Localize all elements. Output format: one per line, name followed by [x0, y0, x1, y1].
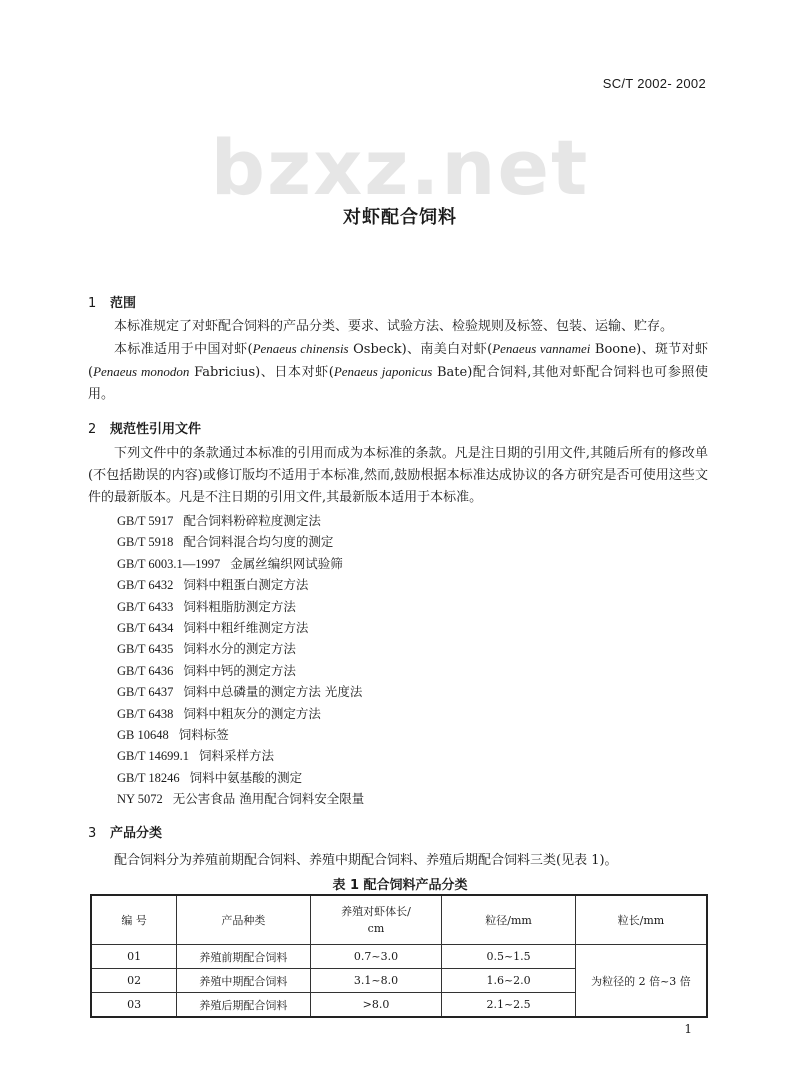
- reference-item: [117, 596, 364, 617]
- product-classification-table: [90, 894, 708, 1018]
- header-diameter: 粒径/mm: [442, 895, 576, 945]
- cell-diameter: 1.6~2.0: [442, 969, 576, 993]
- reference-code: GB/T 5917: [117, 514, 174, 528]
- reference-title: 饲料中总磷量的测定方法 光度法: [183, 684, 363, 700]
- cell-length: >8.0: [310, 993, 442, 1018]
- cell-diameter: 2.1~2.5: [442, 993, 576, 1018]
- reference-item: [117, 553, 364, 574]
- header-length-line1: 养殖对虾体长/: [341, 905, 411, 918]
- header-id: 编 号: [91, 895, 177, 945]
- reference-code: GB/T 6435: [117, 642, 174, 657]
- text-run: Fabricius)、日本对虾(: [189, 365, 334, 380]
- watermark: bzxz.net: [210, 123, 590, 212]
- reference-item: [117, 638, 364, 659]
- species-name: Penaeus vannamei: [492, 341, 591, 356]
- reference-item: [117, 681, 364, 702]
- section-1-heading: [88, 292, 136, 311]
- reference-title: 配合饲料粉碎粒度测定法: [183, 513, 321, 528]
- cell-id: 03: [91, 993, 177, 1018]
- reference-code: GB/T 6436: [117, 663, 174, 678]
- reference-item: [117, 767, 364, 788]
- section-number: 3: [88, 826, 97, 841]
- cell-id: 02: [91, 969, 177, 993]
- reference-title: 饲料中粗纤维测定方法: [183, 619, 309, 635]
- reference-code: NY 5072: [117, 792, 163, 807]
- document-title: 对虾配合饲料: [343, 207, 457, 228]
- section-title: 范围: [110, 296, 137, 311]
- reference-title: 饲料粗脂肪测定方法: [183, 598, 296, 614]
- table-row: [91, 945, 707, 969]
- header-length: [310, 895, 442, 945]
- cell-pellet-length: 为粒径的 2 倍~3 倍: [575, 945, 707, 1018]
- reference-code: GB/T 14699.1: [117, 749, 189, 764]
- classification-paragraph: 配合饲料分为养殖前期配合饲料、养殖中期配合饲料、养殖后期配合饲料三类(见表 1)。: [114, 853, 618, 868]
- reference-item: [117, 617, 364, 638]
- references-intro-paragraph: 下列文件中的条款通过本标准的引用而成为本标准的条款。凡是注日期的引用文件,其随后所有的修改单(不包括勘误的内容)或修订版均不适用于本标准,然而,鼓励根据本标准达成协议的各方研究是否可使用这些文件的最新版本。凡是不注日期的引用文件,其最新版本适用于本标准。: [88, 446, 708, 505]
- reference-item: [117, 510, 364, 531]
- table-header-row: [91, 895, 707, 945]
- section-3-heading: [88, 822, 162, 841]
- scope-paragraph-2: [88, 338, 708, 406]
- reference-code: GB/T 6434: [117, 620, 174, 635]
- reference-title: 饲料标签: [178, 726, 229, 742]
- reference-item: [117, 660, 364, 681]
- cell-diameter: 0.5~1.5: [442, 945, 576, 969]
- reference-item: [117, 788, 364, 809]
- reference-code: GB/T 6433: [117, 599, 174, 614]
- reference-title: 配合饲料混合均匀度的测定: [183, 534, 334, 550]
- reference-code: GB/T 5918: [117, 535, 174, 550]
- species-name: Penaeus chinensis: [252, 341, 349, 356]
- scope-paragraph-1: 本标准规定了对虾配合饲料的产品分类、要求、试验方法、检验规则及标签、包装、运输、贮存。: [114, 319, 674, 334]
- reference-title: 无公害食品 渔用配合饲料安全限量: [172, 791, 365, 807]
- section-number: 2: [88, 422, 97, 437]
- reference-title: 饲料采样方法: [199, 748, 275, 764]
- reference-code: GB/T 6432: [117, 578, 174, 593]
- text-run: Osbeck)、南美白对虾(: [348, 342, 493, 357]
- reference-code: GB/T 6003.1—1997: [117, 556, 221, 571]
- section-number: 1: [88, 296, 97, 311]
- reference-item: [117, 745, 364, 766]
- reference-item: [117, 574, 364, 595]
- text-run: Boone)、斑节对虾(: [88, 342, 708, 380]
- cell-kind: 养殖后期配合饲料: [177, 993, 310, 1018]
- reference-item: [117, 724, 364, 745]
- header-kind: 产品种类: [177, 895, 310, 945]
- table-caption: 表 1 配合饲料产品分类: [332, 878, 468, 893]
- reference-title: 饲料中氨基酸的测定: [189, 769, 303, 785]
- reference-title: 饲料水分的测定方法: [183, 641, 296, 657]
- section-title: 产品分类: [110, 826, 163, 841]
- header-pellet-length: 粒长/mm: [575, 895, 707, 945]
- section-title: 规范性引用文件: [110, 422, 202, 437]
- section-2-heading: [88, 418, 201, 437]
- cell-length: 0.7~3.0: [310, 945, 442, 969]
- species-name: Penaeus monodon: [93, 364, 190, 379]
- page-number: 1: [684, 1022, 692, 1036]
- text-run: Bate)配合饲料,其他对虾配合饲料也可参照使用。: [88, 365, 709, 402]
- cell-kind: 养殖中期配合饲料: [177, 969, 310, 993]
- header-length-unit: cm: [367, 922, 385, 935]
- reference-code: GB/T 6437: [117, 685, 174, 700]
- text-run: 本标准适用于中国对虾(: [114, 342, 253, 357]
- cell-id: 01: [91, 945, 177, 969]
- cell-length: 3.1~8.0: [310, 969, 442, 993]
- reference-code: GB/T 18246: [117, 770, 180, 785]
- reference-code: GB 10648: [117, 727, 169, 742]
- standard-code: SC/T 2002- 2002: [602, 76, 706, 91]
- reference-item: [117, 703, 364, 724]
- cell-kind: 养殖前期配合饲料: [177, 945, 310, 969]
- normative-references-list: [117, 510, 364, 809]
- reference-title: 饲料中钙的测定方法: [183, 662, 296, 678]
- reference-item: [117, 531, 364, 552]
- species-name: Penaeus japonicus: [333, 364, 433, 379]
- reference-code: GB/T 6438: [117, 706, 174, 721]
- reference-title: 饲料中粗蛋白测定方法: [183, 577, 309, 593]
- reference-title: 饲料中粗灰分的测定方法: [183, 705, 321, 721]
- reference-title: 金属丝编织网试验筛: [230, 555, 343, 571]
